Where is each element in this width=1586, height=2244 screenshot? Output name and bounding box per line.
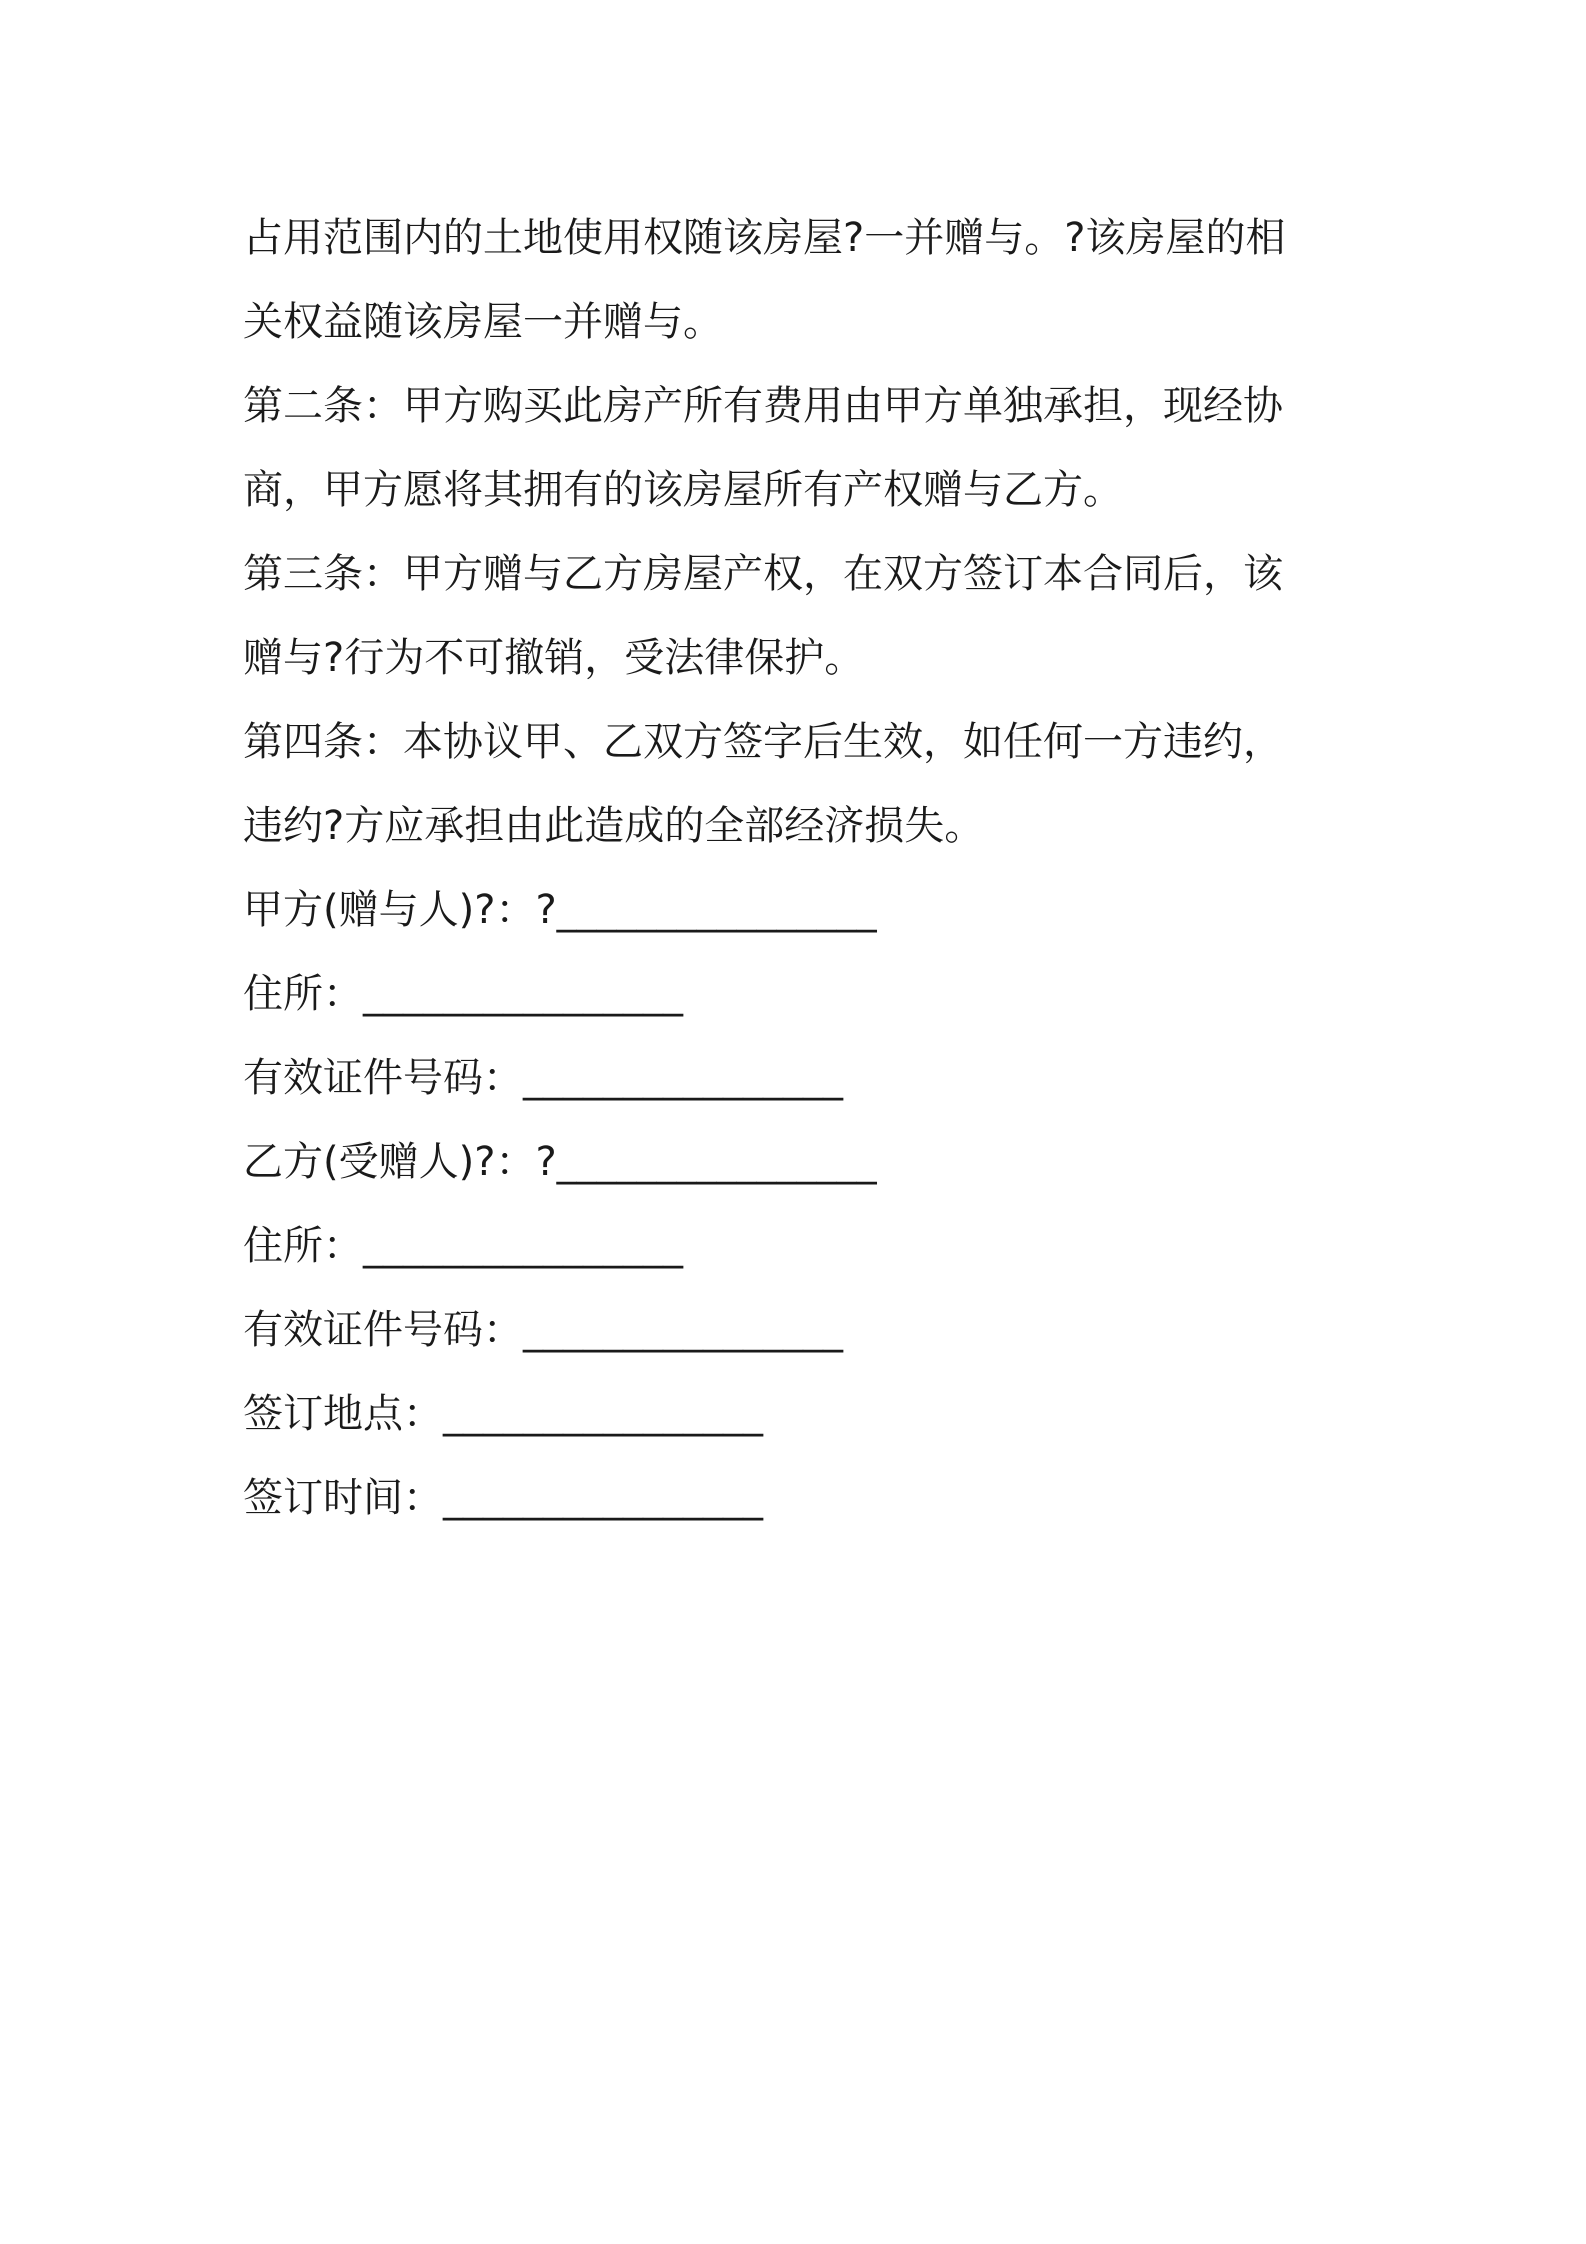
party-a-address-field: 住所：________________ [243, 971, 683, 1017]
sign-time-field: 签订时间：________________ [243, 1475, 763, 1521]
clause-3-line-1: 第三条：甲方赠与乙方房屋产权，在双方签订本合同后，该 [243, 551, 1283, 597]
party-b-field: 乙方(受赠人)?：?________________ [243, 1139, 877, 1185]
clause-land-use-line-1: 占用范围内的土地使用权随该房屋?一并赠与。?该房屋的相 [243, 215, 1286, 261]
clause-3-line-2: 赠与?行为不可撤销，受法律保护。 [243, 635, 865, 681]
party-b-address-field: 住所：________________ [243, 1223, 683, 1269]
sign-place-field: 签订地点：________________ [243, 1391, 763, 1437]
clause-4-line-2: 违约?方应承担由此造成的全部经济损失。 [243, 803, 985, 849]
clause-2-line-2: 商，甲方愿将其拥有的该房屋所有产权赠与乙方。 [243, 467, 1123, 513]
party-a-field: 甲方(赠与人)?：?________________ [243, 887, 877, 933]
clause-4-line-1: 第四条：本协议甲、乙双方签字后生效，如任何一方违约， [243, 719, 1283, 765]
party-a-id-field: 有效证件号码：________________ [243, 1055, 843, 1101]
clause-2-line-1: 第二条：甲方购买此房产所有费用由甲方单独承担，现经协 [243, 383, 1283, 429]
clause-land-use-line-2: 关权益随该房屋一并赠与。 [243, 299, 723, 345]
document-body [243, 196, 1363, 1540]
party-b-id-field: 有效证件号码：________________ [243, 1307, 843, 1353]
